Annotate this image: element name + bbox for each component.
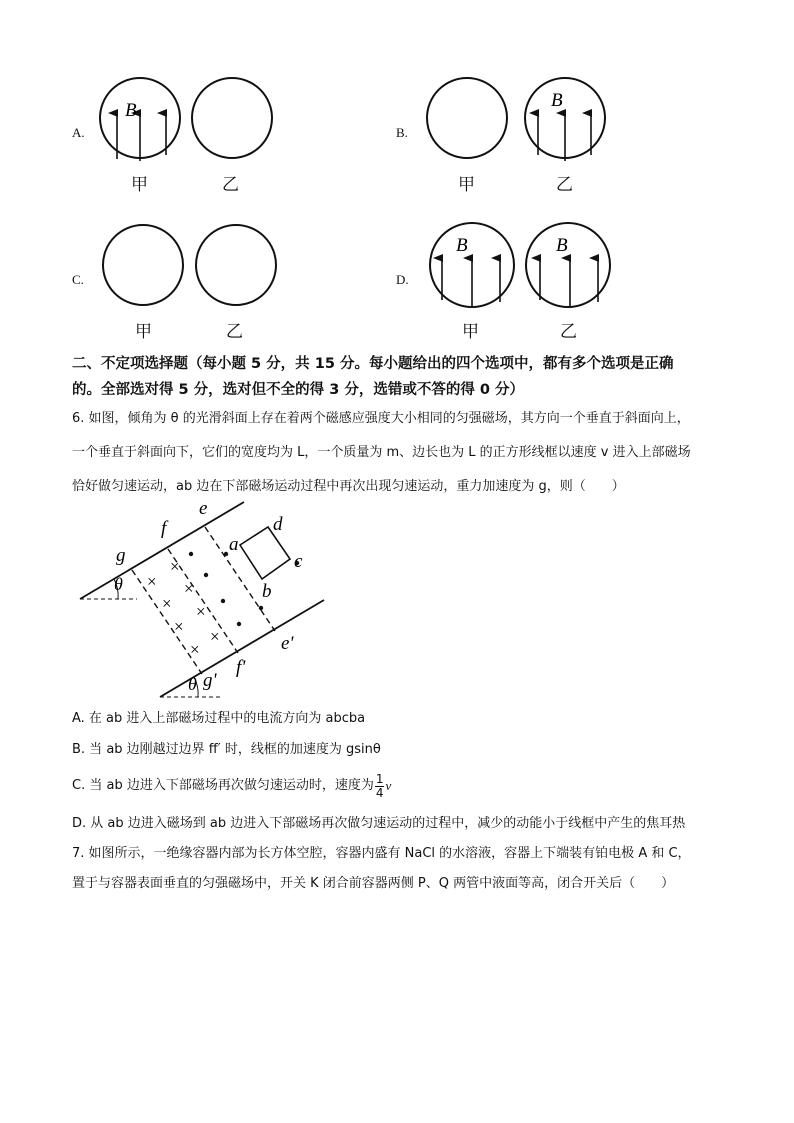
q6-option-c xyxy=(72,768,391,804)
option-a-label: A. xyxy=(72,125,85,140)
field-symbol-b: B xyxy=(125,100,137,121)
label-c: c xyxy=(294,551,303,572)
label-f-prime: f' xyxy=(236,657,246,678)
section-heading-line2: 的。全部选对得 5 分，选对但不全的得 3 分，选错或不答的得 0 分） xyxy=(72,382,525,398)
fraction-denominator: 4 xyxy=(375,785,384,800)
option-c-figure xyxy=(95,222,295,322)
option-d-figure xyxy=(420,218,620,318)
field-symbol-b: B xyxy=(556,235,568,256)
svg-text:×: × xyxy=(147,572,157,591)
incline-magnetic-field-figure xyxy=(72,497,342,702)
caption-yi: 乙 xyxy=(556,175,573,195)
label-b: b xyxy=(262,581,272,602)
velocity-symbol: v xyxy=(385,778,392,793)
label-g-prime: g' xyxy=(203,670,217,691)
option-b-label: B. xyxy=(396,125,408,140)
fraction-numerator: 1 xyxy=(375,771,384,786)
q6-line1: 6. 如图，倾角为 θ 的光滑斜面上存在着两个磁感应强度大小相同的匀强磁场，其方向一个垂直于斜面向上， xyxy=(72,411,690,426)
label-f: f xyxy=(161,518,167,539)
circle-yi xyxy=(192,78,272,158)
q6-option-c-text: C. 当 ab 边进入下部磁场再次做匀速运动时，速度为 xyxy=(72,778,374,793)
q7-line2: 置于与容器表面垂直的匀强磁场中，开关 K 闭合前容器两侧 P、Q 两管中液面等高，闭合开关后（ ） xyxy=(72,876,675,891)
option-a-figure xyxy=(90,75,290,200)
label-d: d xyxy=(273,514,283,535)
boundary-ee xyxy=(205,527,275,631)
field-symbol-b: B xyxy=(456,235,468,256)
option-c-label: C. xyxy=(72,272,84,287)
svg-text:×: × xyxy=(170,557,180,576)
question-6-stem xyxy=(72,409,762,511)
circle-yi xyxy=(196,225,276,305)
caption-jia: 甲 xyxy=(462,322,479,342)
q7-line1: 7. 如图所示，一绝缘容器内部为长方体空腔，容器内盛有 NaCl 的水溶液，容器上下端装有铂电极 A 和 C， xyxy=(72,846,691,861)
svg-text:×: × xyxy=(174,617,184,636)
label-e: e xyxy=(199,498,208,519)
option-b-figure xyxy=(420,75,620,200)
q6-line3: 恰好做匀速运动，ab 边在下部磁场运动过程中再次出现匀速运动，重力加速度为 g，则（ ） xyxy=(72,479,625,494)
field-symbol-b: B xyxy=(551,90,563,111)
svg-text:×: × xyxy=(162,594,172,613)
square-coil xyxy=(240,527,290,579)
label-theta: θ xyxy=(114,574,123,594)
caption-yi: 乙 xyxy=(560,322,577,342)
caption-jia: 甲 xyxy=(131,175,148,195)
caption-yi: 乙 xyxy=(222,175,239,195)
svg-text:×: × xyxy=(210,627,220,646)
fraction xyxy=(375,773,385,800)
q6-option-d: D. 从 ab 边进入磁场到 ab 边进入下部磁场再次做匀速运动的过程中，减少的动能小于线框中产生的焦耳热 xyxy=(72,816,686,831)
q6-option-b: B. 当 ab 边刚越过边界 ff′ 时，线框的加速度为 gsinθ xyxy=(72,742,381,757)
label-e-prime: e' xyxy=(281,633,294,654)
option-d-label: D. xyxy=(396,272,409,287)
circle-jia xyxy=(103,225,183,305)
upper-incline-edge xyxy=(80,502,244,599)
caption-jia: 甲 xyxy=(135,322,152,342)
caption-yi: 乙 xyxy=(226,322,243,342)
question-7-stem xyxy=(72,844,691,904)
section-heading-line1: 二、不定项选择题（每小题 5 分，共 15 分。每小题给出的四个选项中，都有多个选项是正确 xyxy=(72,356,674,372)
svg-text:×: × xyxy=(196,602,206,621)
section-heading xyxy=(72,351,752,403)
label-theta: θ xyxy=(188,674,197,694)
q6-option-a: A. 在 ab 进入上部磁场过程中的电流方向为 abcba xyxy=(72,711,366,726)
label-a: a xyxy=(229,534,239,555)
svg-text:×: × xyxy=(190,640,200,659)
svg-text:×: × xyxy=(184,579,194,598)
caption-jia: 甲 xyxy=(458,175,475,195)
q6-line2: 一个垂直于斜面向下，它们的宽度均为 L，一个质量为 m、边长也为 L 的正方形线框以速度 v 进入上部磁场 xyxy=(72,445,691,460)
label-g: g xyxy=(116,545,126,566)
circle-jia xyxy=(427,78,507,158)
